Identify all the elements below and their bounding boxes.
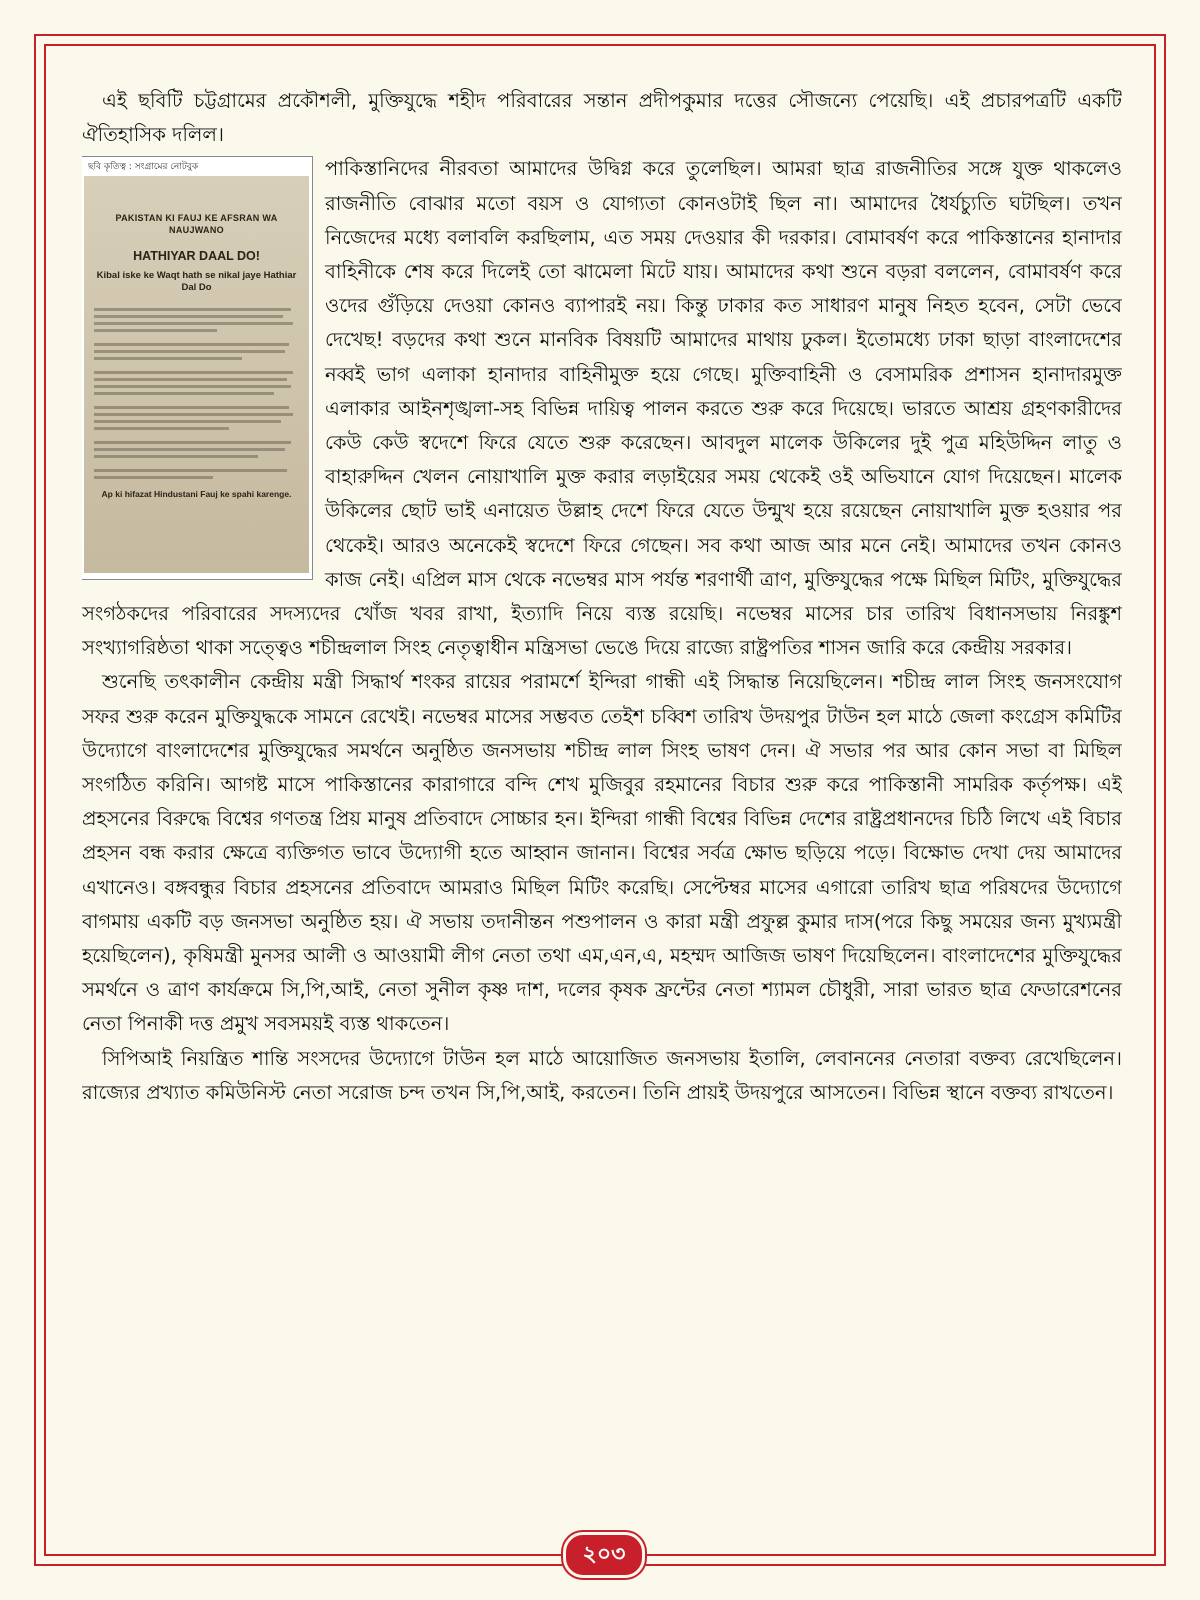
leaflet-figure bbox=[82, 156, 313, 580]
paragraph-second: শুনেছি তৎকালীন কেন্দ্রীয় মন্ত্রী সিদ্ধার্থ শংকর রায়ের পরামর্শে ইন্দিরা গান্ধী এই সিদ্ধান্ত নিয়েছিলেন। শচীন্দ্র লাল সিংহ জনসংযোগ সফর শুরু করেন মুক্তিযুদ্ধকে সামনে রেখেই। নভেম্বর মাসের সম্ভবত তেইশ চব্বিশ তারিখ উদয়পুর টাউন হল মাঠে জেলা কংগ্রেস কমিটির উদ্যোগে বাংলাদেশের মুক্তিযুদ্ধের সমর্থনে অনুষ্ঠিত জনসভায় শচীন্দ্র লাল সিংহ ভাষণ দেন। ঐ সভার পর আর কোন সভা বা মিছিল সংগঠিত করিনি। আগষ্ট মাসে পাকিস্তানের কারাগারে বন্দি শেখ মুজিবুর রহমানের বিচার শুরু করে পাকিস্তানী সামরিক কর্তৃপক্ষ। এই প্রহসনের বিরুদ্ধে বিশ্বের গণতন্ত্র প্রিয় মানুষ প্রতিবাদে সোচ্চার হন। ইন্দিরা গান্ধী বিশ্বের বিভিন্ন দেশের রাষ্ট্রপ্রধানদের চিঠি লিখে এই বিচার প্রহসন বন্ধ করার ক্ষেত্রে ব্যক্তিগত ভাবে উদ্যোগী হতে আহ্বান জানান। বিশ্বের সর্বত্র ক্ষোভ ছড়িয়ে পড়ে। বিক্ষোভ দেখা দেয় আমাদের এখানেও। বঙ্গবন্ধুর বিচার প্রহসনের প্রতিবাদে আমরাও মিছিল মিটিং করেছি। সেপ্টেম্বর মাসের এগারো তারিখ ছাত্র পরিষদের উদ্যোগে বাগমায় একটি বড় জনসভা অনুষ্ঠিত হয়। ঐ সভায় তদানীন্তন পশুপালন ও কারা মন্ত্রী প্রফুল্ল কুমার দাস(পরে কিছু সময়ের জন্য মুখ্যমন্ত্রী হয়েছিলেন), কৃষিমন্ত্রী মুনসর আলী ও আওয়ামী লীগ নেতা তথা এম,এন,এ, মহম্মদ আজিজ ভাষণ দিয়েছিলেন। বাংলাদেশের মুক্তিযুদ্ধের সমর্থনে ও ত্রাণ কার্যক্রমে সি,পি,আই, নেতা সুনীল কৃষ্ণ দাশ, দলের কৃষক ফ্রন্টের নেতা শ্যামল চৌধুরী, সারা ভারত ছাত্র ফেডারেশনের নেতা পিনাকী দত্ত প্রমুখ সবসময়ই ব্যস্ত থাকতেন। bbox=[82, 670, 1122, 1036]
leaflet-title: PAKISTAN KI FAUJ KE AFSRAN WA NAUJWANO bbox=[115, 213, 278, 236]
paragraph-intro: এই ছবিটি চট্টগ্রামের প্রকৌশলী, মুক্তিযুদ্ধে শহীদ পরিবারের সন্তান প্রদীপকুমার দত্তের সৌজন্যে পেয়েছি। এই প্রচারপত্রটি একটি ঐতিহাসিক দলিল। bbox=[82, 89, 1122, 147]
leaflet-footer: Ap ki hifazat Hindustani Fauj ke spahi karenge. bbox=[101, 489, 292, 500]
paragraph-main: পাকিস্তানিদের নীরবতা আমাদের উদ্বিগ্ন করে তুলেছিল। আমরা ছাত্র রাজনীতির সঙ্গে যুক্ত থাকলেও রাজনীতি বোঝার মতো বয়স ও যোগ্যতা কোনওটাই ছিল না। আমাদের ধৈর্যচ্যুতি ঘটছিল। তখন নিজেদের মধ্যে বলাবলি করছিলাম, এত সময় দেওয়ার কী দরকার। বোমাবর্ষণ করে পাকিস্তানের হানাদার বাহিনীকে শেষ করে দিলেই তো ঝামেলা মিটে যায়। আমাদের কথা শুনে বড়রা বললেন, বোমাবর্ষণ করে ওদের গুঁড়িয়ে দেওয়া কোনও ব্যাপারই নয়। কিন্তু ঢাকার কত সাধারণ মানুষ নিহত হবেন, সেটা ভেবে দেখেছ! বড়দের কথা শুনে মানবিক বিষয়টি আমাদের মাথায় ঢুকল। ইতোমধ্যে ঢাকা ছাড়া বাংলাদেশের নব্বই ভাগ এলাকা হানাদার বাহিনীমুক্ত হয়ে গেছে। মুক্তিবাহিনী ও বেসামরিক প্রশাসন হানাদারমুক্ত এলাকার আইনশৃঙ্খলা-সহ বিভিন্ন দায়িত্ব পালন করতে শুরু করে দিয়েছে। ভারতে আশ্রয় গ্রহণকারীদের কেউ কেউ স্বদেশে ফিরে যেতে শুরু করেছেন। আবদুল মালেক উকিলের দুই পুত্র মহিউদ্দিন লাতু ও বাহারুদ্দিন খেলন নোয়াখালি মুক্ত করার লড়াইয়ের সময় থেকেই ওই অভিযানে যোগ দিয়েছেন। মালেক উকিলের ছোট ভাই এনায়েত উল্লাহ দেশে ফিরে যেতে উন্মুখ হয়ে রয়েছেন নোয়াখালি মুক্ত হওয়ার পর থেকেই। আরও অনেকেই স্বদেশে ফিরে গেছেন। সব কথা আজ আর মনে নেই। আমাদের তখন কোনও কাজ নেই। এপ্রিল মাস থেকে নভেম্বর মাস পর্যন্ত শরণার্থী ত্রাণ, মুক্তিযুদ্ধের পক্ষে মিছিল মিটিং, মুক্তিযুদ্ধের সংগঠকদের পরিবারের সদস্যদের খোঁজ খবর রাখা, ইত্যাদি নিয়ে ব্যস্ত রয়েছি। নভেম্বর মাসের চার তারিখ বিধানসভায় নিরঙ্কুশ সংখ্যাগরিষ্ঠতা থাকা সত্ত্বেও শচীন্দ্রলাল সিংহ নেতৃত্বাধীন মন্ত্রিসভা ভেঙে দিয়ে রাজ্যে রাষ্ট্রপতির শাসন জারি করে কেন্দ্রীয় সরকার। bbox=[82, 157, 1122, 660]
leaflet-image bbox=[84, 176, 309, 573]
figure-caption: ছবি কৃতিত্ব : সংগ্রামের নোটবুক bbox=[88, 162, 199, 173]
leaflet-heading: HATHIYAR DAAL DO! bbox=[133, 249, 260, 264]
page-number-badge: ২০৩ bbox=[563, 1532, 645, 1578]
leaflet-body-text bbox=[94, 308, 299, 479]
article-body bbox=[82, 84, 1122, 1499]
leaflet-subheading: Kibal iske ke Waqt hath se nikal jaye Hathiar Dal Do bbox=[96, 270, 297, 294]
paragraph-third: সিপিআই নিয়ন্ত্রিত শান্তি সংসদের উদ্যোগে টাউন হল মাঠে আয়োজিত জনসভায় ইতালি, লেবাননের নেতারা বক্তব্য রেখেছিলেন। রাজ্যের প্রখ্যাত কমিউনিস্ট নেতা সরোজ চন্দ তখন সি,পি,আই, করতেন। তিনি প্রায়ই উদয়পুরে আসতেন। বিভিন্ন স্থানে বক্তব্য রাখতেন। bbox=[82, 1046, 1122, 1104]
